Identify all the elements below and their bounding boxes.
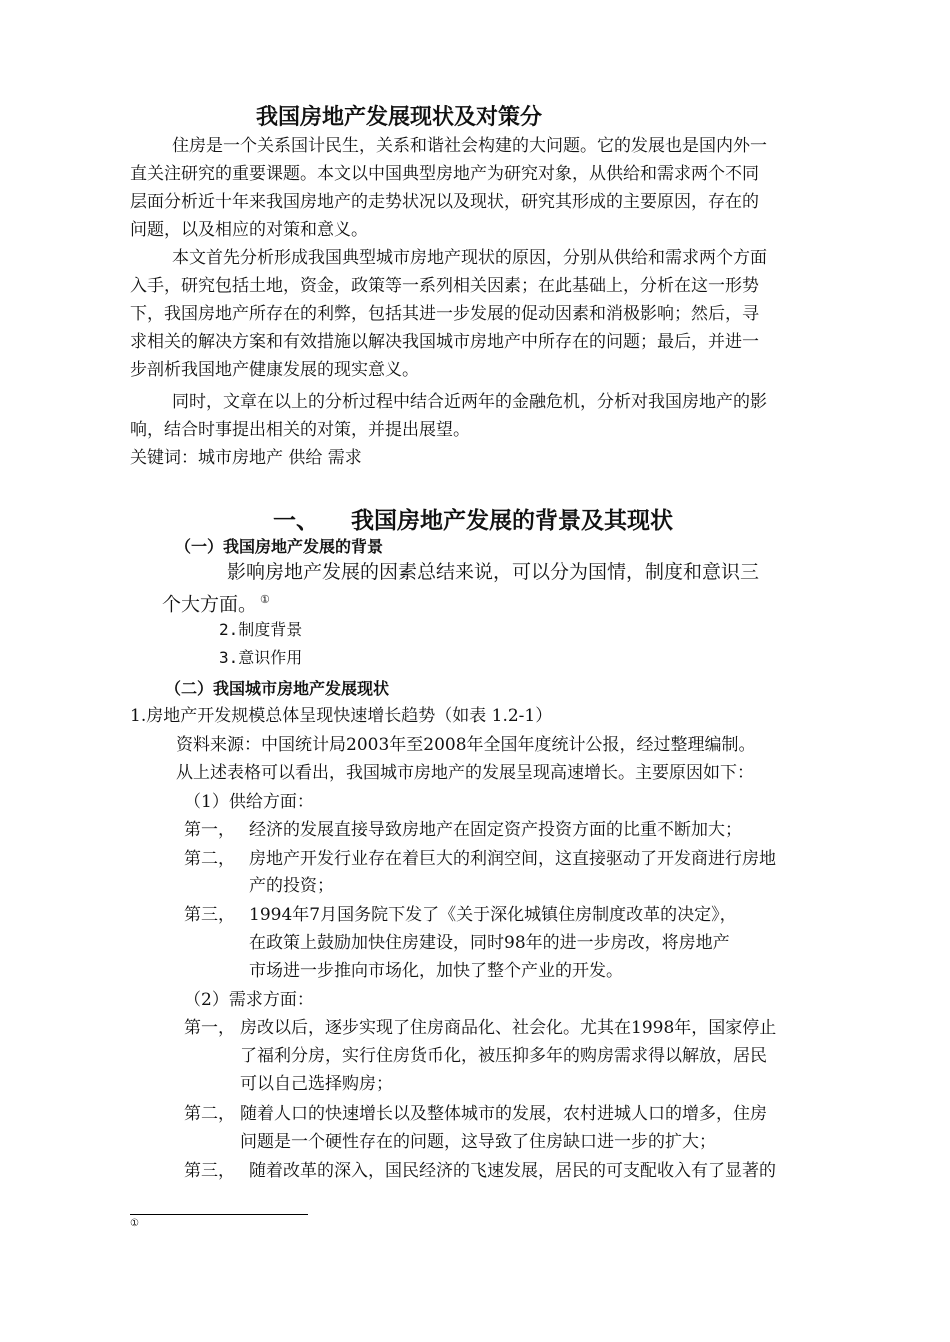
supply-item-line: 房地产开发行业存在着巨大的利润空间，这直接驱动了开发商进行房地 xyxy=(249,849,776,869)
supply-item-label: 第一， xyxy=(184,820,235,840)
abstract-p2-line: 入手，研究包括土地，资金，政策等一系列相关因素；在此基础上，分析在这一形势 xyxy=(130,276,759,296)
demand-label: （2）需求方面： xyxy=(184,990,314,1010)
section-number: 一、 xyxy=(273,508,319,534)
section-heading-text: 我国房地产发展的背景及其现状 xyxy=(351,508,673,534)
footnote-marker: ① xyxy=(260,593,270,606)
demand-item-line: 了福利分房，实行住房货币化，被压抑多年的购房需求得以解放，居民 xyxy=(240,1046,767,1066)
point-heading: 1.房地产开发规模总体呈现快速增长趋势（如表 1.2-1） xyxy=(130,706,553,726)
subsection-heading: （二）我国城市房地产发展现状 xyxy=(165,679,390,698)
list-item: 3.意识作用 xyxy=(219,648,303,667)
body-line xyxy=(162,588,270,616)
document-title: 我国房地产发展现状及对策分 xyxy=(256,105,543,130)
keywords: 关键词：城市房地产 供给 需求 xyxy=(130,448,362,468)
demand-item-label: 第二， xyxy=(184,1104,235,1124)
list-item: 2.制度背景 xyxy=(219,620,303,639)
supply-item-line: 经济的发展直接导致房地产在固定资产投资方面的比重不断加大； xyxy=(249,820,742,840)
source-note: 资料来源：中国统计局2003年至2008年全国年度统计公报，经过整理编制。 xyxy=(176,735,756,755)
demand-item-line: 可以自己选择购房； xyxy=(240,1074,393,1094)
demand-item-line: 随着改革的深入，国民经济的飞速发展，居民的可支配收入有了显著的 xyxy=(249,1161,776,1181)
demand-item-line: 问题是一个硬性存在的问题，这导致了住房缺口进一步的扩大； xyxy=(240,1132,716,1152)
abstract-p2-line: 下，我国房地产所存在的利弊，包括其进一步发展的促动因素和消极影响；然后，寻 xyxy=(130,304,759,324)
demand-item-line: 随着人口的快速增长以及整体城市的发展，农村进城人口的增多，住房 xyxy=(240,1104,767,1124)
supply-item-line: 1994年7月国务院下发了《关于深化城镇住房制度改革的决定》， xyxy=(249,905,737,925)
abstract-p1-line: 问题，以及相应的对策和意义。 xyxy=(130,220,368,240)
demand-item-label: 第一， xyxy=(184,1018,235,1038)
demand-item-label: 第三， xyxy=(184,1161,235,1181)
body-line: 影响房地产发展的因素总结来说，可以分为国情，制度和意识三 xyxy=(227,561,760,583)
supply-item-line: 在政策上鼓励加快住房建设，同时98年的进一步房改，将房地产 xyxy=(249,933,730,953)
subsection-heading: （一）我国房地产发展的背景 xyxy=(175,537,384,556)
supply-item-label: 第二， xyxy=(184,849,235,869)
supply-label: （1）供给方面： xyxy=(184,792,314,812)
abstract-p3-line: 响，结合时事提出相关的对策，并提出展望。 xyxy=(130,420,470,440)
abstract-p1-line: 层面分析近十年来我国房地产的走势状况以及现状，研究其形成的主要原因，存在的 xyxy=(130,192,759,212)
footnote: ① xyxy=(130,1218,139,1229)
footnote-separator xyxy=(130,1214,308,1215)
abstract-p2-line: 本文首先分析形成我国典型城市房地产现状的原因，分别从供给和需求两个方面 xyxy=(172,248,767,268)
summary-line: 从上述表格可以看出，我国城市房地产的发展呈现高速增长。主要原因如下： xyxy=(176,763,754,783)
demand-item-line: 房改以后，逐步实现了住房商品化、社会化。尤其在1998年，国家停止 xyxy=(240,1018,777,1038)
abstract-p3-line: 同时，文章在以上的分析过程中结合近两年的金融危机，分析对我国房地产的影 xyxy=(172,392,767,412)
supply-item-line: 市场进一步推向市场化，加快了整个产业的开发。 xyxy=(249,961,623,981)
section-heading xyxy=(273,502,673,535)
supply-item-line: 产的投资； xyxy=(249,876,334,896)
abstract-p2-line: 求相关的解决方案和有效措施以解决我国城市房地产中所存在的问题；最后，并进一 xyxy=(130,332,759,352)
supply-item-label: 第三， xyxy=(184,905,235,925)
abstract-p1-line: 住房是一个关系国计民生，关系和谐社会构建的大问题。它的发展也是国内外一 xyxy=(172,136,767,156)
body-line-text: 个大方面。 xyxy=(162,593,258,616)
abstract-p1-line: 直关注研究的重要课题。本文以中国典型房地产为研究对象，从供给和需求两个不同 xyxy=(130,164,759,184)
abstract-p2-line: 步剖析我国地产健康发展的现实意义。 xyxy=(130,360,419,380)
